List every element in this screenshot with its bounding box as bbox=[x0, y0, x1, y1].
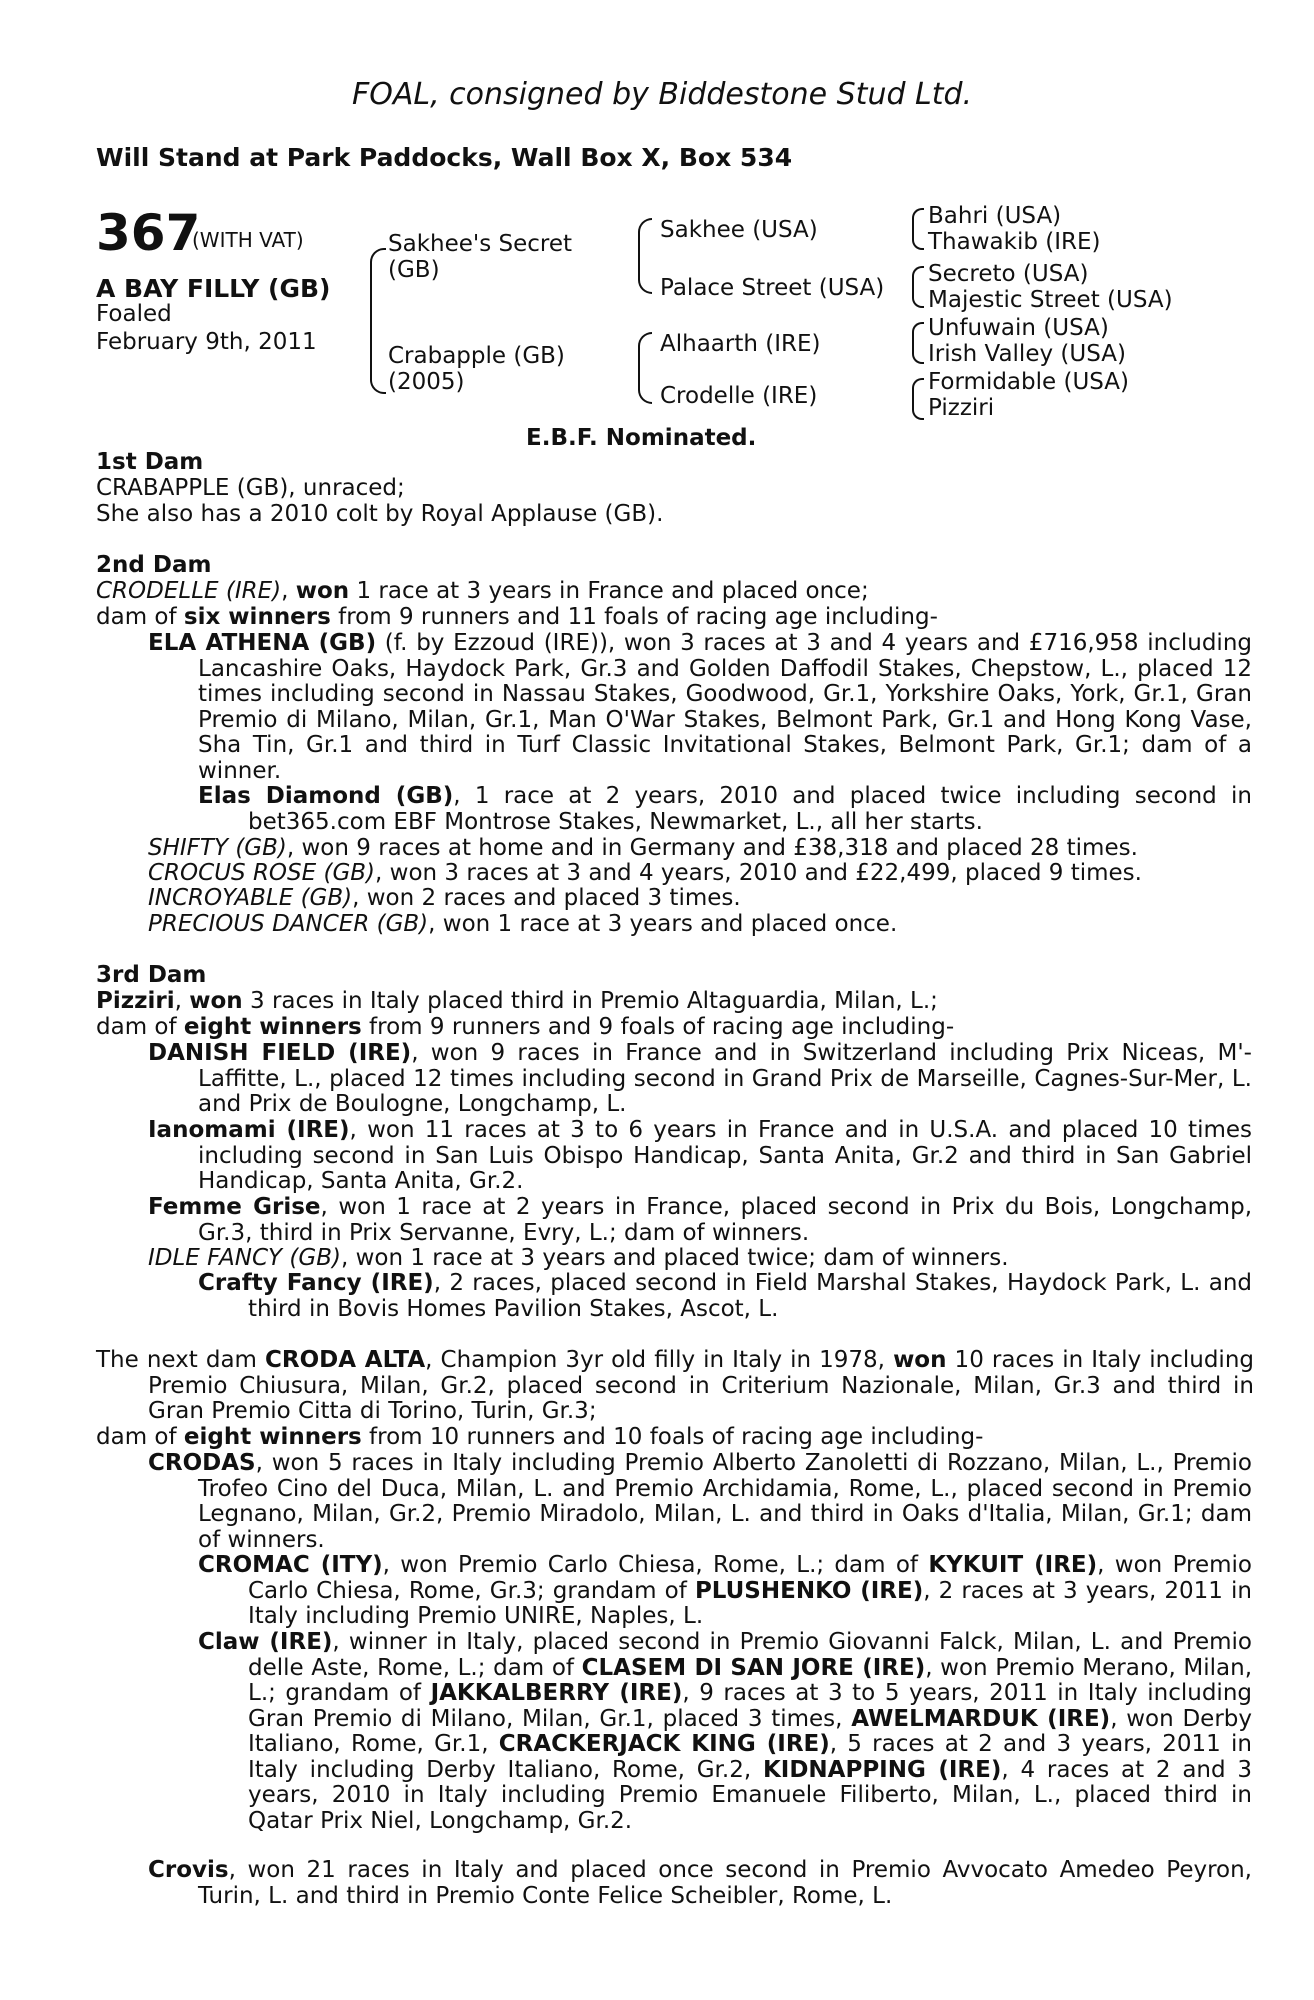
second-dam-intro: CRODELLE (IRE), won 1 race at 3 years in France and placed once; bbox=[96, 578, 869, 604]
sire-name: Sakhee's Secret bbox=[388, 231, 573, 257]
first-dam-line-1: CRABAPPLE (GB), unraced; bbox=[96, 475, 405, 501]
ggp-5: Unfuwain (USA) bbox=[928, 315, 1109, 341]
sire-sire: Sakhee (USA) bbox=[660, 217, 818, 243]
produce-shifty: SHIFTY (GB), won 9 races at home and in Germany and £38,318 and placed 28 times. bbox=[148, 835, 1138, 861]
produce-danish-field: DANISH FIELD (IRE), won 9 races in France and in Switzerland including Prix Niceas, M'-Laffitte, L., placed 12 times including second in Grand Prix de Marseille, Cagnes-Sur-Mer, L. and Prix de Boulogne, Longchamp, L. bbox=[148, 1040, 1252, 1117]
sire-origin: (GB) bbox=[388, 257, 440, 283]
produce-ianomami: Ianomami (IRE), won 11 races at 3 to 6 years in France and in U.S.A. and placed 10 times including second in San Luis Obispo Handicap, Santa Anita, Gr.2 and third in San Gabriel Handicap, Santa Anita, Gr.2. bbox=[148, 1117, 1252, 1194]
ggp-3: Secreto (USA) bbox=[928, 261, 1089, 287]
sire-parents-brace bbox=[638, 218, 652, 294]
produce-crovis: Crovis, won 21 races in Italy and placed once second in Premio Avvocato Amedeo Peyron, Turin, L. and third in Premio Conte Felice Scheibler, Rome, L. bbox=[148, 1857, 1252, 1909]
dam-sire: Alhaarth (IRE) bbox=[660, 331, 821, 357]
produce-idle-fancy: IDLE FANCY (GB), won 1 race at 3 years and placed twice; dam of winners. bbox=[148, 1245, 1009, 1271]
next-dam-produce-summary: dam of eight winners from 10 runners and 10 foals of racing age including- bbox=[96, 1424, 984, 1450]
produce-claw: Claw (IRE), winner in Italy, placed second in Premio Giovanni Falck, Milan, L. and Premio delle Aste, Rome, L.; dam of CLASEM DI SAN JORE (IRE), won Premio Merano, Milan, L.; grandam of JAKKALBERRY (IRE), 9 races at 3 to 5 years, 2011 in Italy including Gran Premio di Milano, Milan, Gr.1, placed 3 times, AWELMARDUK (IRE), won Derby Italiano, Rome, Gr.1, CRACKERJACK KING (IRE), 5 races at 2 and 3 years, 2011 in Italy including Derby Italiano, Rome, Gr.2, KIDNAPPING (IRE), 4 races at 2 and 3 years, 2010 in Italy including Premio Emanuele Filiberto, Milan, L., placed third in Qatar Prix Niel, Longchamp, Gr.2. bbox=[198, 1629, 1253, 1834]
vat-label: (WITH VAT) bbox=[192, 228, 304, 252]
dam-dam: Crodelle (IRE) bbox=[660, 383, 818, 409]
ggp-brace-2 bbox=[912, 266, 924, 308]
next-dam-intro: The next dam CRODA ALTA, Champion 3yr old filly in Italy in 1978, won 10 races in Italy including Premio Chiusura, Milan, Gr.2, placed second in Criterium Nazionale, Milan, Gr.3 and third in Gran Premio Citta di Torino, Turin, Gr.3; bbox=[96, 1347, 1254, 1424]
produce-incroyable: INCROYABLE (GB), won 2 races and placed 3 times. bbox=[148, 885, 741, 911]
ggp-brace-1 bbox=[912, 208, 924, 250]
first-dam-heading: 1st Dam bbox=[96, 449, 204, 475]
ggp-6: Irish Valley (USA) bbox=[928, 341, 1126, 367]
sire-dam-brace bbox=[370, 248, 386, 394]
third-dam-heading: 3rd Dam bbox=[96, 962, 207, 988]
produce-femme-grise: Femme Grise, won 1 race at 2 years in France, placed second in Prix du Bois, Longchamp, Gr.3, third in Prix Servanne, Evry, L.; dam of winners. bbox=[148, 1194, 1252, 1246]
dam-name: Crabapple (GB) bbox=[388, 343, 565, 369]
lot-number: 367 bbox=[96, 204, 201, 262]
ggp-brace-3 bbox=[912, 322, 924, 364]
ggp-1: Bahri (USA) bbox=[928, 203, 1062, 229]
ggp-7: Formidable (USA) bbox=[928, 369, 1130, 395]
ggp-brace-4 bbox=[912, 378, 924, 420]
foaled-date: February 9th, 2011 bbox=[96, 329, 317, 355]
third-dam-intro: Pizziri, won 3 races in Italy placed third in Premio Altaguardia, Milan, L.; bbox=[96, 988, 938, 1014]
lot-name: A BAY FILLY (GB) bbox=[96, 274, 331, 303]
ebf-nomination: E.B.F. Nominated. bbox=[526, 425, 757, 451]
stand-location: Will Stand at Park Paddocks, Wall Box X, Box 534 bbox=[96, 143, 793, 172]
first-dam-line-2: She also has a 2010 colt by Royal Applause (GB). bbox=[96, 501, 664, 527]
produce-crafty-fancy: Crafty Fancy (IRE), 2 races, placed second in Field Marshal Stakes, Haydock Park, L. and third in Bovis Homes Pavilion Stakes, Ascot, L. bbox=[198, 1270, 1252, 1322]
third-dam-produce-summary: dam of eight winners from 9 runners and 9 foals of racing age including- bbox=[96, 1014, 955, 1040]
second-dam-heading: 2nd Dam bbox=[96, 552, 212, 578]
page-title: FOAL, consigned by Biddestone Stud Ltd. bbox=[352, 77, 973, 112]
produce-precious-dancer: PRECIOUS DANCER (GB), won 1 race at 3 years and placed once. bbox=[148, 911, 898, 937]
ggp-8: Pizziri bbox=[928, 395, 995, 421]
ggp-4: Majestic Street (USA) bbox=[928, 287, 1173, 313]
second-dam-produce-summary: dam of six winners from 9 runners and 11 foals of racing age including- bbox=[96, 604, 938, 630]
foaled-label: Foaled bbox=[96, 301, 172, 327]
produce-ela-athena: ELA ATHENA (GB) (f. by Ezzoud (IRE)), won 3 races at 3 and 4 years and £716,958 including Lancashire Oaks, Haydock Park, Gr.3 and Golden Daffodil Stakes, Chepstow, L., placed 12 times including second in Nassau Stakes, Goodwood, Gr.1, Yorkshire Oaks, York, Gr.1, Gran Premio di Milano, Milan, Gr.1, Man O'War Stakes, Belmont Park, Gr.1 and Hong Kong Vase, Sha Tin, Gr.1 and third in Turf Classic Invitational Stakes, Belmont Park, Gr.1; dam of a winner. bbox=[148, 630, 1252, 784]
produce-crocus-rose: CROCUS ROSE (GB), won 3 races at 3 and 4 years, 2010 and £22,499, placed 9 times. bbox=[148, 860, 1142, 886]
ggp-2: Thawakib (IRE) bbox=[928, 229, 1101, 255]
produce-cromac: CROMAC (ITY), won Premio Carlo Chiesa, Rome, L.; dam of KYKUIT (IRE), won Premio Carlo Chiesa, Rome, Gr.3; grandam of PLUSHENKO (IRE), 2 races at 3 years, 2011 in Italy including Premio UNIRE, Naples, L. bbox=[198, 1552, 1252, 1629]
dam-parents-brace bbox=[638, 332, 652, 404]
dam-year: (2005) bbox=[388, 369, 465, 395]
produce-crodas: CRODAS, won 5 races in Italy including Premio Alberto Zanoletti di Rozzano, Milan, L., Premio Trofeo Cino del Duca, Milan, L. and Premio Archidamia, Rome, L., placed second in Premio Legnano, Milan, Gr.2, Premio Miradolo, Milan, L. and third in Oaks d'Italia, Milan, Gr.1; dam of winners. bbox=[148, 1450, 1252, 1553]
sire-dam: Palace Street (USA) bbox=[660, 275, 885, 301]
produce-elas-diamond: Elas Diamond (GB), 1 race at 2 years, 2010 and placed twice including second in bet365.com EBF Montrose Stakes, Newmarket, L., all her starts. bbox=[198, 783, 1252, 835]
